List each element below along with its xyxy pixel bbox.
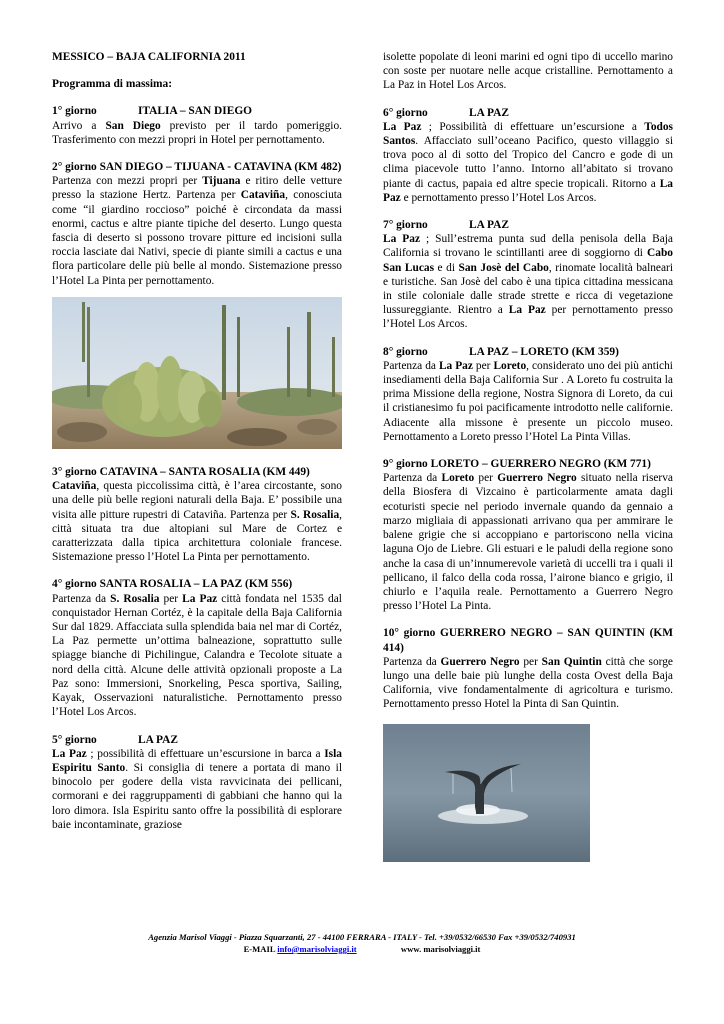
footer-address	[0, 932, 724, 942]
website-text: www. marisolviaggi.it	[400, 944, 481, 954]
day8-heading	[383, 345, 673, 359]
doc-subtitle: Programma di massima:	[52, 78, 173, 91]
footer-contacts	[0, 944, 724, 954]
day2-heading: 2° giorno SAN DIEGO – TIJUANA - CATAVINA (KM 482)	[52, 161, 342, 174]
day7-label: 7° giorno	[383, 219, 428, 232]
day9-heading: 9° giorno LORETO – GUERRERO NEGRO (KM 771)	[383, 458, 651, 471]
day1-heading	[52, 104, 342, 118]
email-link[interactable]: info@marisolviaggi.it	[277, 944, 357, 954]
day7-text: La Paz ; Sull’estrema punta sud della penisola della Baja California si trovano le scintillanti aree di soggiorno di Cabo San Lucas e di San Josè del Cabo, rinomate località balneari e turistiche. San Josè del cabo è una tipica cittadina messicana in stile coloniale dalle strade strette e ricca di vegetazione lussureggiante. Rientro a La Paz per pernottamento presso l’Hotel Los Arcos.	[383, 233, 674, 331]
day9-text: Partenza da Loreto per Guerrero Negro situato nella riserva della Biosfera di Vizcaino è particolarmente amata dagli ecoturisti specie nel periodo invernale quando da gennaio a marzo migliaia di appassionati arrivano qua per ammirare le balene grigie che si accoppiano e partoriscono nella vicina laguna Ojo de Liebre. Gli estuari e le paludi della regione sono anche la casa di un’innumerevole varietà di uccelli tra i quali il pellicano, il falco della coda rossa, l’airone bianco e grigio, il chiurlo e l’aquila reale. Pernottamento a Guerrero Negro presso l’Hotel La Pinta.	[383, 472, 673, 613]
day6-label: 6° giorno	[383, 106, 428, 119]
agency-address: Agenzia Marisol Viaggi - Piazza Squarzanti, 27 - 44100 FERRARA - ITALY - Tel. +39/0532/66530 Fax +39/0532/740931	[148, 932, 576, 942]
day7-route: LA PAZ	[469, 219, 509, 232]
day8-route: LA PAZ – LORETO (KM 359)	[469, 345, 619, 358]
email-label: E-MAIL	[243, 944, 278, 954]
day6-route: LA PAZ	[469, 106, 509, 119]
whale-tail-photo	[383, 724, 590, 862]
day5-heading	[52, 733, 342, 747]
day6-heading	[383, 106, 673, 120]
day4-text: Partenza da S. Rosalia per La Paz città fondata nel 1535 dal conquistador Hernan Cortéz, è la capitale della Baja California Sur dal 1829. Affacciata sulla splendida baia nel mar di Cortéz, La Paz permette un’ottima balneazione, soprattutto sulle spiagge bianche di Pichilingue, Calandra e Tecolote situate a nord della città. Alcune delle attività opzionali proposte a La Paz sono: Immersioni, Snorkeling, Pesca sportiva, Sailing, Kayak, Osservazioni naturalistiche. Pernottamento presso l’Hotel Los Arcos.	[52, 592, 342, 719]
doc-title: MESSICO – BAJA CALIFORNIA 2011	[52, 51, 246, 63]
day1-route: ITALIA – SAN DIEGO	[138, 105, 253, 118]
day5-route: LA PAZ	[138, 733, 178, 746]
day8-text: Partenza da La Paz per Loreto, considerato uno dei più antichi insediamenti della Baja California Sur . A Loreto fu costruita la prima Missione della regione, Nostra Signora di Loreto, da cui il cristianesimo fu poi pacificamente introdotto nelle californie. Adiacente alla missone è presente un piccolo museo. Pernottamento a Loreto presso l’Hotel La Pinta Villas.	[383, 359, 673, 443]
day10-text: Partenza da Guerrero Negro per San Quintin città che sorge lungo una delle baie più lunghe della costa Ovest della Baja California, vive fondamentalmente di agricoltura e turismo. Pernottamento presso Hotel la Pinta di San Quintin.	[383, 655, 673, 711]
day8-label: 8° giorno	[383, 345, 428, 358]
left-column	[52, 50, 342, 832]
day3-heading: 3° giorno CATAVINA – SANTA ROSALIA (KM 449)	[52, 466, 310, 479]
day1-label: 1° giorno	[52, 105, 97, 118]
day2-text: Partenza con mezzi propri per Tijuana e ritiro delle vetture presso la stazione Hertz. Partenza per Cataviña, conosciuta come “il giardino roccioso” poiché è circondata da massi enormi, cactus e altre piante tipiche del deserto. Lungo questa fascia di deserto si possono trovare pitture ed incisioni sulla roccia lasciate dai Nativi, specie di piante simili a cactus e una flora particolare delle più belle al mondo. Sistemazione presso l’Hotel La Pinta per pernottamento.	[52, 175, 342, 287]
day5-label: 5° giorno	[52, 733, 97, 746]
cactus-garden-photo	[52, 297, 342, 449]
day1-text: Arrivo a San Diego previsto per il tardo pomeriggio. Trasferimento con mezzi propri in Hotel per pernottamento.	[52, 119, 343, 146]
day5-text: La Paz ; possibilità di effettuare un’escursione in barca a Isla Espiritu Santo. Si consiglia di tenere a portata di mano il binocolo per godere della vista ravvicinata dei pellicani, cormorani e dei raggruppamenti di gabbiani che hanno qui la loro dimora. Isla Espiritu santo offre la possibilità di esplorare baie incontaminate, graziose	[52, 747, 342, 831]
day5-continued-text: isolette popolate di leoni marini ed ogni tipo di uccello marino con soste per nuotare nelle acque cristalline. Pernottamento a La Paz in Hotel Los Arcos.	[383, 51, 673, 92]
day7-heading	[383, 218, 673, 232]
day6-text: La Paz ; Possibilità di effettuare un’escursione a Todos Santos. Affacciato sull’oceano Pacifico, questo villaggio si trova poco al di sotto del Tropico del Cancro e gode di un clima piacevole tutto l’anno. Intorno all’abitato si trovano piante di cactus, papaia ed altre specie tropicali. Ritorno a La Paz e pernottamento presso l’Hotel Los Arcos.	[383, 120, 673, 204]
right-column	[383, 50, 673, 866]
day10-heading: 10° giorno GUERRERO NEGRO – SAN QUINTIN (KM 414)	[383, 627, 673, 654]
day3-text: Cataviña, questa piccolissima città, è l’area circostante, sono una delle più belle regioni naturali della Baja. E’ possibile una visita alle pitture rupestri di Cataviña. Partenza per S. Rosalia, città situata tra due altopiani sul Mare de Cortez e caratterizzata dalla tipica architettura coloniale francese. Sistemazione presso l’Hotel La Pinta per pernottamento.	[52, 480, 342, 564]
day4-heading: 4° giorno SANTA ROSALIA – LA PAZ (KM 556)	[52, 578, 293, 591]
